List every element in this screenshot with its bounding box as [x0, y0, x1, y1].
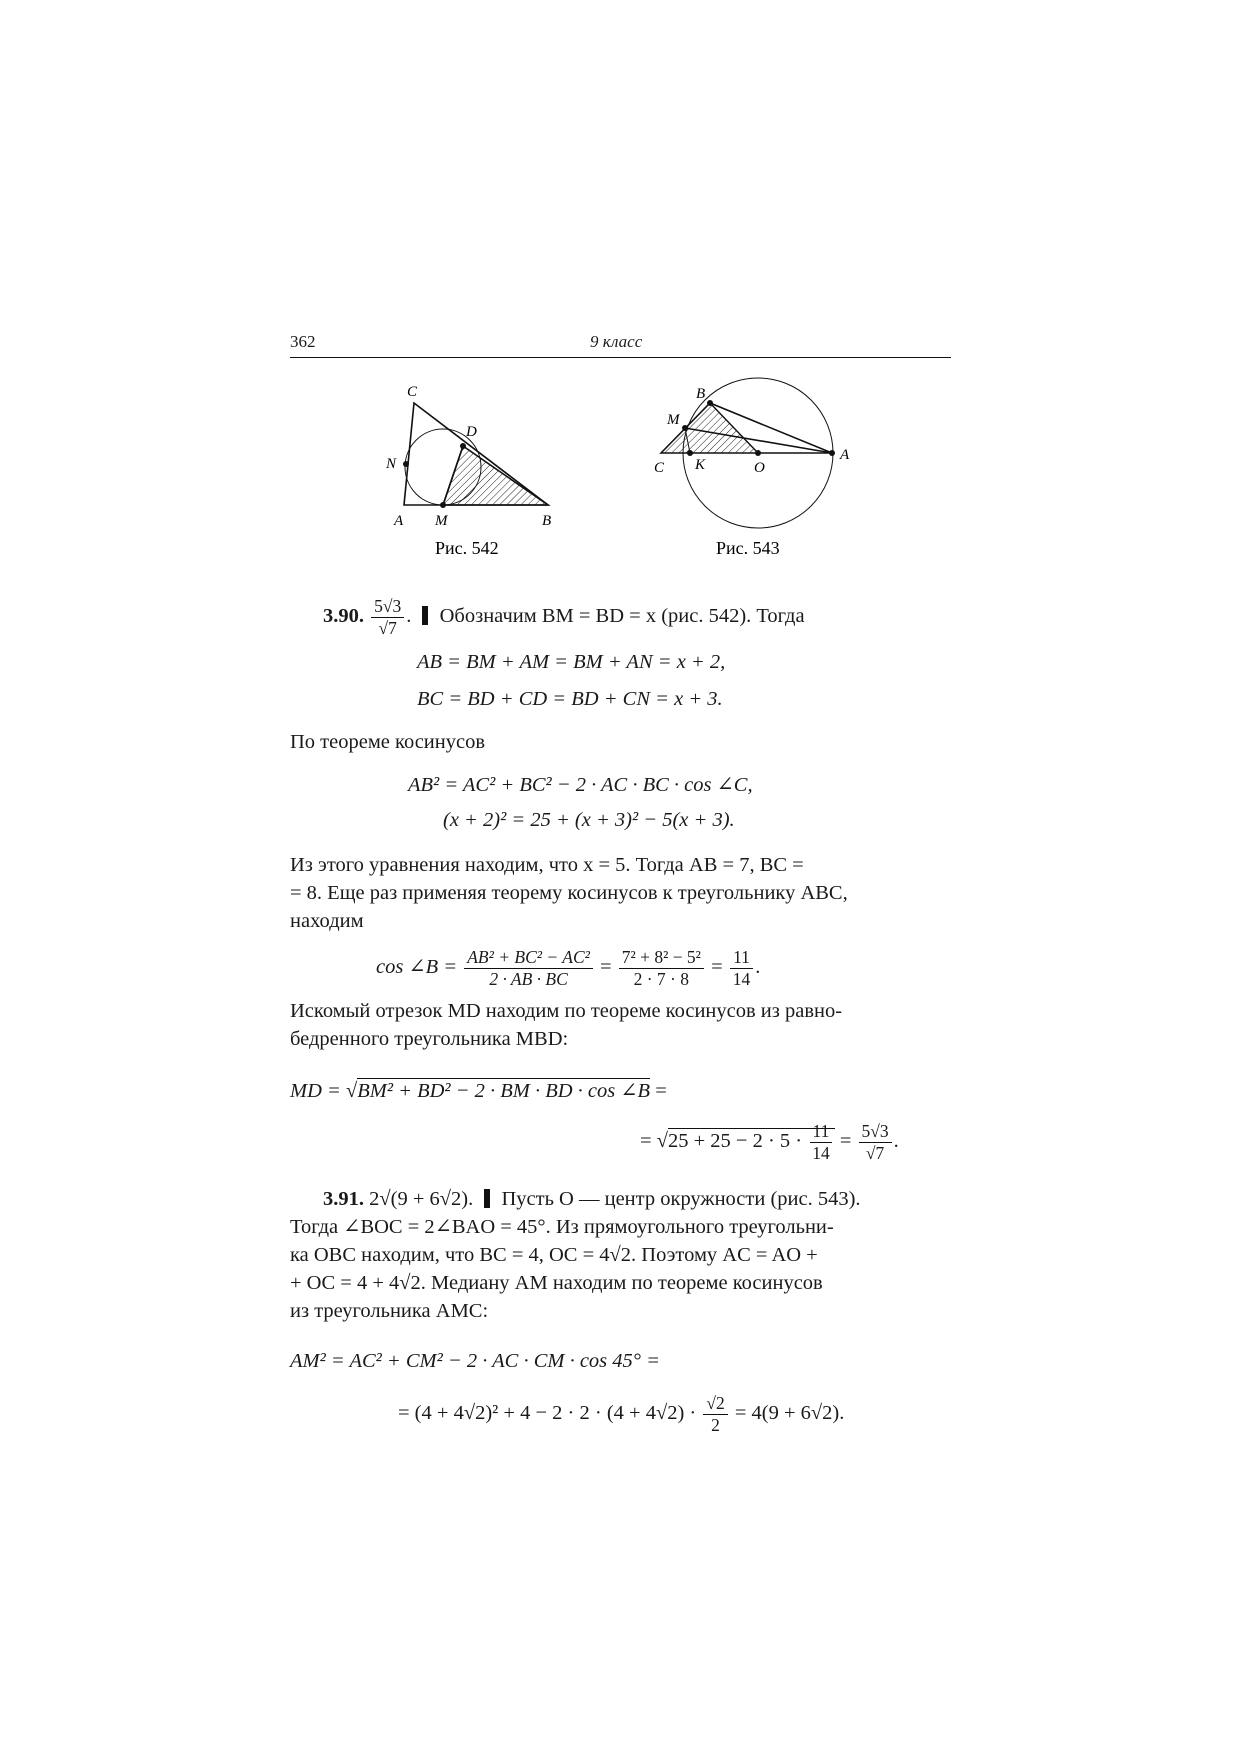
md-radicand-1: BM² + BD² − 2 · BM · BD · cos ∠B: [357, 1080, 651, 1102]
cos-b-label: cos ∠B =: [376, 956, 458, 979]
label-c: C: [654, 460, 665, 476]
point-o: [755, 450, 761, 456]
paragraph-solve-line1: Из этого уравнения находим, что x = 5. Тогда AB = 7, BC =: [290, 854, 804, 876]
am-fraction: $\frac{√2}{2}$: [703, 1394, 727, 1435]
equation-am-line2: = (4 + 4√2)² + 4 − 2 · 2 · (4 + 4√2) · $\frac{√2}{2}$ = 4(9 + 6√2).: [398, 1393, 845, 1435]
paragraph-391-line4: + OC = 4 + 4√2. Медиану AM находим по теореме косинусов: [290, 1272, 823, 1294]
equation-md-line1: MD = √BM² + BD² − 2 · BM · BD · cos ∠B =: [290, 1080, 667, 1102]
equation-md-line2: = √25 + 25 − 2 · 5 · $\frac{11}{14}$ = $\frac{5√3}{√7}$ .: [640, 1121, 899, 1163]
paragraph-cosine-theorem: По теореме косинусов: [290, 731, 486, 753]
point-k: [687, 450, 693, 456]
equation-ab-squared: AB² = AC² + BC² − 2 · AC · BC · cos ∠C,: [408, 774, 753, 796]
paragraph-391-line5: из треугольника AMC:: [290, 1300, 489, 1322]
paragraph-solve-line2: = 8. Еще раз применяя теорему косинусов к треугольнику ABC,: [290, 882, 848, 904]
solution-marker: [422, 606, 428, 625]
figures-svg: [0, 0, 1239, 600]
label-b: B: [696, 386, 706, 402]
answer: 2√(9 + 6√2).: [369, 1188, 474, 1210]
point-m: [440, 502, 446, 508]
problem-intro: Обозначим BM = BD = x (рис. 542). Тогда: [439, 605, 805, 628]
answer-numerator: 5√3: [371, 597, 404, 618]
label-m: M: [667, 412, 680, 428]
answer-fraction: [371, 597, 404, 638]
label-b: B: [542, 513, 552, 529]
point-n: [403, 461, 409, 467]
md-inner-fraction: $\frac{11}{14}$: [809, 1122, 833, 1163]
caption-542: Рис. 542: [435, 538, 499, 558]
cos-b-fraction-2: $\frac{\text{7² + 8² − 5²}}{2 \cdot 7 \cdot 8}$: [619, 948, 704, 989]
equation-ab: AB = BM + AM = BM + AN = x + 2,: [417, 651, 726, 673]
label-k: K: [695, 457, 706, 473]
caption-543: Рис. 543: [716, 538, 780, 558]
md-radicand-2: 25 + 25 − 2 · 5 · $\frac{11}{14}$: [668, 1128, 835, 1152]
problem-number: 3.90.: [323, 605, 364, 628]
point-a: [829, 450, 835, 456]
paragraph-md-line1: Искомый отрезок MD находим по теореме косинусов из равно-: [290, 1000, 843, 1022]
point-b: [707, 400, 713, 406]
paragraph-391-line2: Тогда ∠BOC = 2∠BAO = 45°. Из прямоугольного треугольни-: [290, 1216, 834, 1238]
problem-intro: Пусть O — центр окружности (рис. 543).: [501, 1188, 861, 1210]
problem-390-head: 3.90. $\frac{5√3}{√7}$ . Обозначим BM = BD = x (рис. 542). Тогда: [323, 596, 805, 638]
solution-marker: [484, 1189, 490, 1208]
page-number: 362: [290, 332, 316, 351]
label-d: D: [466, 424, 477, 440]
label-n: N: [386, 456, 397, 472]
answer-denominator: √7: [378, 618, 397, 638]
label-a: A: [394, 513, 404, 529]
paragraph-391-line3: ка OBC находим, что BC = 4, OC = 4√2. Поэтому AC = AO +: [290, 1244, 818, 1266]
shaded-triangle-mbd: [443, 446, 548, 505]
label-o: O: [754, 460, 765, 476]
shaded-triangle: [661, 403, 758, 453]
figure-543: [654, 378, 850, 558]
md-result-fraction: $\frac{5√3}{√7}$: [859, 1122, 892, 1163]
point-m: [682, 425, 688, 431]
equation-am-line1: AM² = AC² + CM² − 2 · AC · CM · cos 45° =: [290, 1350, 660, 1372]
paragraph-md-line2: бедренного треугольника MBD:: [290, 1028, 569, 1050]
label-a: A: [840, 447, 850, 463]
cos-b-fraction-3: $\frac{11}{14}$: [730, 948, 754, 989]
equation-cos-b: cos ∠B = $\frac{\text{AB² + BC² − AC²}}{2 \cdot AB \cdot BC}$ = $\frac{\text{7² + 8² − 5²}}{2 \cdot 7 \cdot 8}$ = $\frac{11}{14}$ .: [376, 947, 761, 989]
paragraph-solve-line3: находим: [290, 910, 364, 932]
running-title: 9 класс: [590, 332, 643, 351]
cos-b-fraction-1: $\frac{\text{AB² + BC² − AC²}}{2 \cdot AB \cdot BC}$: [464, 948, 593, 989]
label-c: C: [407, 384, 418, 400]
problem-391-head: [323, 1185, 861, 1213]
equation-bc: BC = BD + CD = BD + CN = x + 3.: [417, 688, 723, 710]
problem-number: 3.91.: [323, 1188, 364, 1210]
label-m: M: [435, 513, 448, 529]
equation-x: (x + 2)² = 25 + (x + 3)² − 5(x + 3).: [443, 809, 735, 831]
figure-542: [385, 384, 551, 558]
point-d: [460, 443, 466, 449]
